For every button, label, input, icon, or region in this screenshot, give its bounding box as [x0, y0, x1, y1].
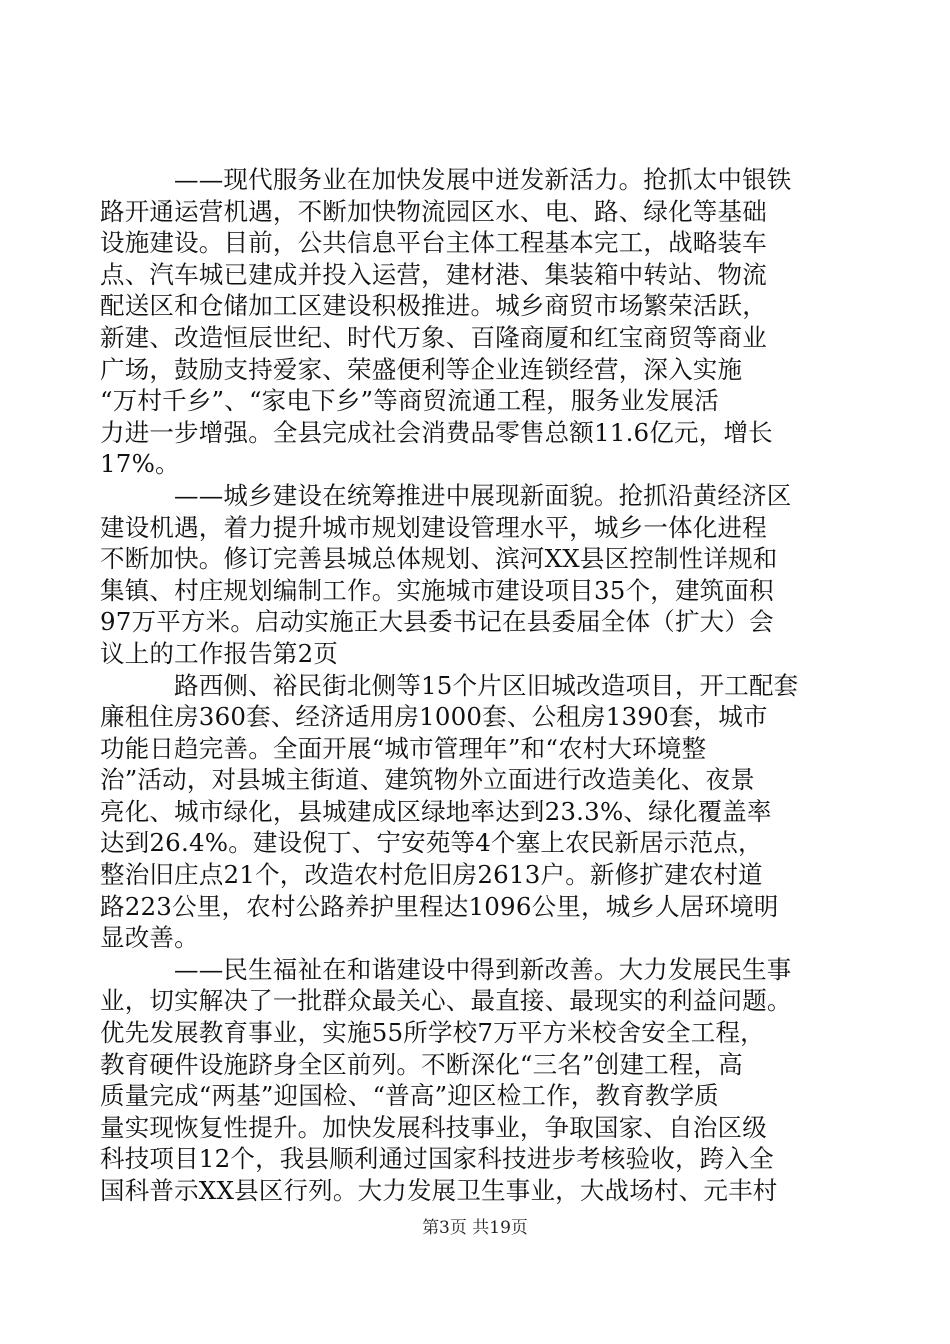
paragraph-line: “万村千乡”、“家电下乡”等商贸流通工程，服务业发展活	[100, 386, 719, 416]
paragraph-line: ——现代服务业在加快发展中迸发新活力。抢抓太中银铁	[174, 165, 792, 194]
paragraph-line: 97万平方米。启动实施正大县委书记在县委届全体（扩大）会	[100, 607, 774, 637]
paragraph-line: 设施建设。目前，公共信息平台主体工程基本完工，战略装车	[100, 228, 767, 258]
paragraph-line: 达到26.4%。建设倪丁、宁安苑等4个塞上农民新居示范点，	[100, 828, 763, 858]
paragraph-line: 量实现恢复性提升。加快发展科技事业，争取国家、自治区级	[100, 1112, 767, 1142]
paragraph-line: 路开通运营机遇，不断加快物流园区水、电、路、绿化等基础	[100, 196, 767, 226]
paragraph-line: 建设机遇，着力提升城市规划建设管理水平，城乡一体化进程	[100, 512, 767, 542]
paragraph-line: 议上的工作报告第2页	[100, 638, 339, 668]
paragraph-line: 路西侧、裕民街北侧等15个片区旧城改造项目，开工配套	[174, 670, 799, 700]
paragraph-line: 廉租住房360套、经济适用房1000套、公租房1390套，城市	[100, 702, 768, 732]
paragraph-line: 显改善。	[100, 923, 199, 953]
paragraph-line: 优先发展教育事业，实施55所学校7万平方米校舍安全工程，	[100, 1018, 765, 1048]
paragraph-line: 国科普示XX县区行列。大力发展卫生事业，大战场村、元丰村	[100, 1176, 778, 1205]
paragraph-line: 整治旧庄点21个，改造农村危旧房2613户。新修扩建农村道	[100, 860, 763, 890]
paragraph-line: 点、汽车城已建成并投入运营，建材港、集装箱中转站、物流	[100, 259, 767, 289]
paragraph-line: 教育硬件设施跻身全区前列。不断深化“三名”创建工程，高	[100, 1049, 743, 1079]
document-body	[100, 164, 840, 1207]
paragraph-line: 功能日趋完善。全面开展“城市管理年”和“农村大环境整	[100, 733, 707, 763]
paragraph-line: 业，切实解决了一批群众最关心、最直接、最现实的利益问题。	[100, 986, 792, 1016]
paragraph-line: 科技项目12个，我县顺利通过国家科技进步考核验收，跨入全	[100, 1144, 774, 1174]
paragraph-line: 治”活动，对县城主街道、建筑物外立面进行改造美化、夜景	[100, 765, 755, 795]
paragraph-line: ——民生福祉在和谐建设中得到新改善。大力发展民生事	[174, 954, 792, 984]
paragraph-line: ——城乡建设在统筹推进中展现新面貌。抢抓沿黄经济区	[174, 480, 792, 510]
paragraph-line: 路223公里，农村公路养护里程达1096公里，城乡人居环境明	[100, 891, 779, 921]
paragraph-line: 广场，鼓励支持爱家、荣盛便利等企业连锁经营，深入实施	[100, 354, 743, 384]
paragraph-line: 17%。	[100, 449, 180, 479]
page-number-footer: 第3页 共19页	[422, 1218, 528, 1238]
paragraph-line: 集镇、村庄规划编制工作。实施城市建设项目35个，建筑面积	[100, 575, 774, 605]
paragraph-line: 力进一步增强。全县完成社会消费品零售总额11.6亿元，增长	[100, 417, 773, 447]
paragraph-line: 质量完成“两基”迎国检、“普高”迎区检工作，教育教学质	[100, 1081, 719, 1111]
paragraph-line: 亮化、城市绿化，县城建成区绿地率达到23.3%、绿化覆盖率	[100, 796, 772, 826]
paragraph-line: 新建、改造恒辰世纪、时代万象、百隆商厦和红宝商贸等商业	[100, 322, 767, 352]
paragraph-line: 不断加快。修订完善县城总体规划、滨河XX县区控制性详规和	[100, 544, 778, 574]
paragraph-line: 配送区和仓储加工区建设积极推进。城乡商贸市场繁荣活跃，	[100, 291, 767, 321]
